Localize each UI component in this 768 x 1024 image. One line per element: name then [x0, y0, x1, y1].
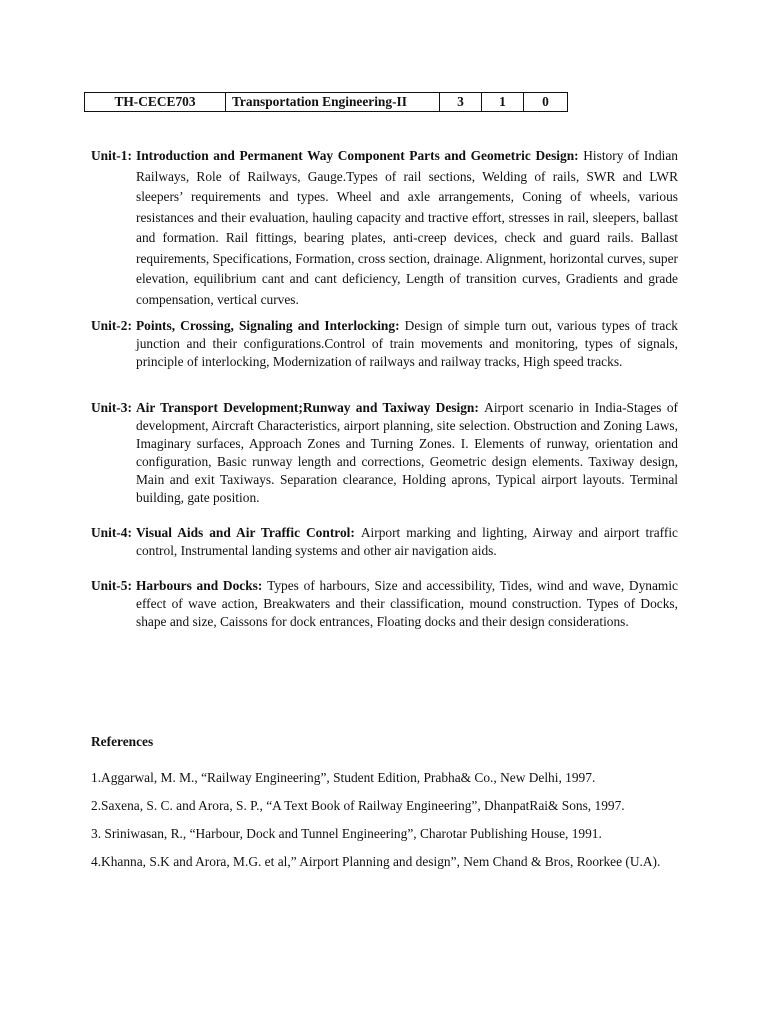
- unit-5-label: Unit-5:: [91, 578, 132, 593]
- unit-1: [91, 146, 678, 310]
- unit-4-label: Unit-4:: [91, 525, 132, 540]
- unit-2: [91, 317, 678, 371]
- unit-2-title: Points, Crossing, Signaling and Interlocking:: [136, 318, 400, 333]
- units-section: [91, 146, 678, 631]
- reference-item: 1.Aggarwal, M. M., “Railway Engineering”, Student Edition, Prabha& Co., New Delhi, 1997.: [91, 770, 596, 785]
- unit-3-body: Airport scenario in India-Stages of development, Aircraft Characteristics, airport planning, site selection. Obstruction and Zoning Laws, Imaginary surfaces, Approach Zones and Turning Zones. I. Elements of runway, orientation and configuration, Basic runway length and corrections, Geometric design elements. Taxiway design, Main and exit Taxiways. Separation clearance, Holding aprons, Typical airport layouts. Terminal building, gate position.: [136, 400, 678, 505]
- unit-5: [91, 577, 678, 631]
- unit-4: [91, 524, 678, 560]
- unit-3-label: Unit-3:: [91, 400, 132, 415]
- unit-2-label: Unit-2:: [91, 318, 132, 333]
- course-info-table: [84, 92, 568, 112]
- course-name: Transportation Engineering-II: [226, 93, 440, 112]
- unit-3-title: Air Transport Development;Runway and Taxiway Design:: [136, 400, 479, 415]
- course-col-3: 3: [440, 93, 482, 112]
- course-col-4: 1: [482, 93, 524, 112]
- course-code: TH-CECE703: [85, 93, 226, 112]
- unit-1-label: Unit-1:: [91, 148, 132, 163]
- reference-item: 4.Khanna, S.K and Arora, M.G. et al,” Airport Planning and design”, Nem Chand & Bros, Roorkee (U.A).: [91, 854, 661, 869]
- unit-4-title: Visual Aids and Air Traffic Control:: [136, 525, 355, 540]
- unit-1-body: History of Indian Railways, Role of Railways, Gauge.Types of rail sections, Welding of rails, SWR and LWR sleepers’ requirements and types. Wheel and axle arrangements, Coning of wheels, various resistances and their evaluation, hauling capacity and tractive effort, stresses in rail, sleepers, ballast and formation. Rail fittings, bearing plates, anti-creep devices, check and guard rails. Ballast requirements, Specifications, Formation, cross section, drainage. Alignment, horizontal curves, super elevation, equilibrium cant and cant deficiency, Length of transition curves, Gradients and grade compensation, vertical curves.: [136, 148, 678, 307]
- unit-2-body: Design of simple turn out, various types of track junction and their configurations.Control of train movements and monitoring, types of signals, principle of interlocking, Modernization of railways and railway tracks, High speed tracks.: [136, 318, 678, 369]
- references-heading: References: [91, 734, 154, 749]
- reference-item: 3. Sriniwasan, R., “Harbour, Dock and Tunnel Engineering”, Charotar Publishing House, 1991.: [91, 826, 602, 841]
- reference-item: 2.Saxena, S. C. and Arora, S. P., “A Text Book of Railway Engineering”, DhanpatRai& Sons, 1997.: [91, 798, 625, 813]
- references-list: [91, 769, 678, 881]
- course-info-row: [85, 93, 568, 112]
- unit-1-title: Introduction and Permanent Way Component Parts and Geometric Design:: [136, 148, 579, 163]
- course-col-5: 0: [524, 93, 568, 112]
- unit-5-title: Harbours and Docks:: [136, 578, 263, 593]
- unit-5-body: Types of harbours, Size and accessibility, Tides, wind and wave, Dynamic effect of wave action, Breakwaters and their classification, mound construction. Types of Docks, shape and size, Caissons for dock entrances, Floating docks and their design considerations.: [136, 578, 679, 629]
- unit-3: [91, 399, 678, 507]
- unit-4-body: Airport marking and lighting, Airway and airport traffic control, Instrumental landing systems and other air navigation aids.: [136, 525, 678, 558]
